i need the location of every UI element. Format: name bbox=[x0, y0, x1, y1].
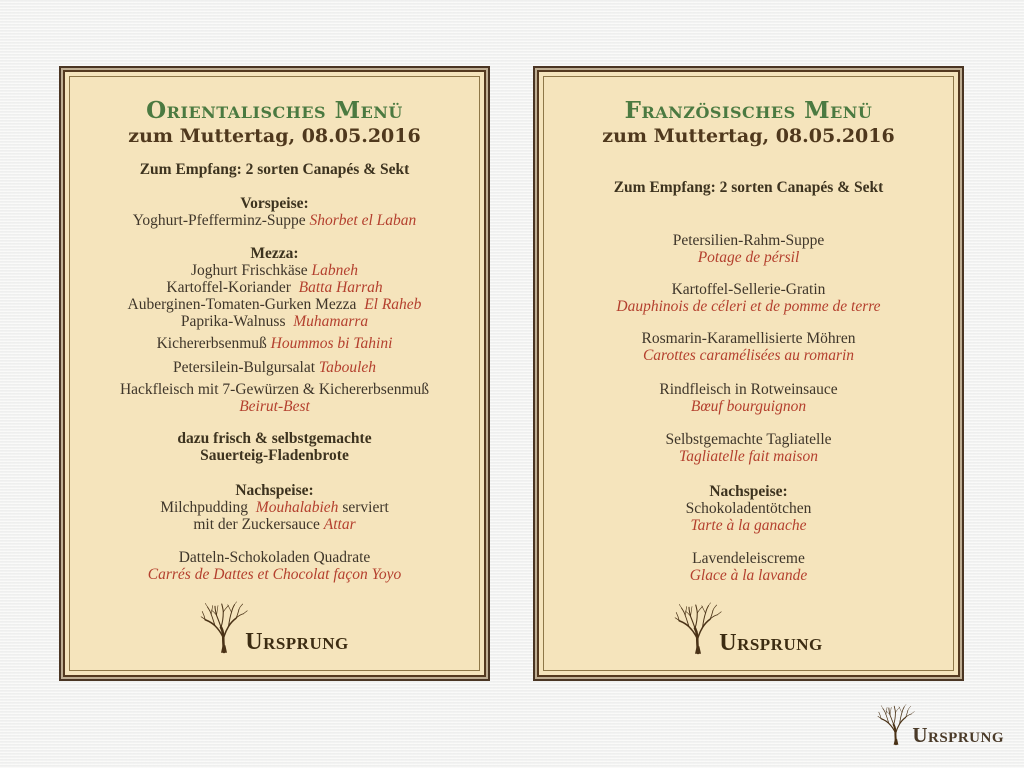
dish-name: Yoghurt-Pfefferminz-Suppe bbox=[132, 212, 310, 229]
menu-section bbox=[70, 245, 479, 330]
dish-foreign-name: Muhamarra bbox=[293, 313, 369, 330]
dish-name: Kichererbsenmuß bbox=[156, 335, 271, 352]
menu-line bbox=[70, 447, 479, 464]
menu-line bbox=[544, 448, 953, 465]
menu-line bbox=[70, 516, 479, 533]
menu-line bbox=[544, 483, 953, 500]
menu-title: Französisches Menü bbox=[624, 97, 873, 124]
menu-line bbox=[544, 381, 953, 398]
card-frame-inner bbox=[69, 76, 480, 671]
menu-section bbox=[70, 335, 479, 352]
dish-name: Petersilien-Rahm-Suppe bbox=[672, 232, 825, 249]
menu-section bbox=[70, 430, 479, 464]
menu-heading: Zum Empfang: 2 sorten Canapés & Sekt bbox=[613, 179, 884, 196]
dish-foreign-name: Attar bbox=[323, 516, 356, 533]
dish-foreign-name: Tarte à la ganache bbox=[690, 517, 807, 534]
card-frame-mid bbox=[537, 70, 960, 677]
menu-line bbox=[544, 179, 953, 196]
menu-line bbox=[70, 482, 479, 499]
menu-line bbox=[544, 330, 953, 347]
menu-line bbox=[70, 262, 479, 279]
menu-subtitle: zum Muttertag, 08.05.2016 bbox=[128, 125, 421, 147]
menu-line bbox=[70, 245, 479, 262]
dish-foreign-name: Glace à la lavande bbox=[689, 567, 808, 584]
bare-tree-icon bbox=[674, 599, 722, 656]
menu-line bbox=[544, 281, 953, 298]
menu-title: Orientalisches Menü bbox=[146, 97, 403, 124]
dish-name: Kartoffel-Koriander bbox=[166, 279, 299, 296]
menu-section bbox=[544, 381, 953, 415]
ursprung-logo bbox=[544, 598, 953, 656]
menu-section bbox=[70, 381, 479, 415]
dish-name: Petersilein-Bulgursalat bbox=[172, 359, 319, 376]
card-frame-mid bbox=[63, 70, 486, 677]
menu-line bbox=[544, 431, 953, 448]
dish-foreign-name: Potage de pérsil bbox=[697, 249, 800, 266]
menu-section bbox=[544, 483, 953, 534]
dish-foreign-name: Dauphinois de céleri et de pomme de terre bbox=[616, 298, 881, 315]
dish-foreign-name: Batta Harrah bbox=[298, 279, 383, 296]
card-frame-inner bbox=[543, 76, 954, 671]
menu-line bbox=[544, 398, 953, 415]
menu-line bbox=[70, 161, 479, 178]
menu-line bbox=[544, 347, 953, 364]
menu-body bbox=[544, 179, 953, 584]
menu-heading: Zum Empfang: 2 sorten Canapés & Sekt bbox=[139, 161, 410, 178]
menu-heading: Vorspeise: bbox=[240, 195, 309, 212]
menu-heading: dazu frisch & selbstgemachte bbox=[177, 430, 372, 447]
menu-body bbox=[70, 161, 479, 583]
brand-wordmark: Ursprung bbox=[245, 629, 349, 655]
menu-section bbox=[544, 550, 953, 584]
menu-section bbox=[544, 431, 953, 465]
menu-line bbox=[70, 566, 479, 583]
dish-foreign-name: Bœuf bourguignon bbox=[690, 398, 807, 415]
menu-heading: Mezza: bbox=[250, 245, 299, 262]
menu-line bbox=[544, 567, 953, 584]
menu-line bbox=[70, 335, 479, 352]
menu-heading: Nachspeise: bbox=[709, 483, 788, 500]
menu-line bbox=[544, 232, 953, 249]
dish-foreign-name: Tabouleh bbox=[318, 359, 377, 376]
dish-name: serviert bbox=[338, 499, 389, 516]
menu-section bbox=[70, 482, 479, 533]
menu-line bbox=[544, 550, 953, 567]
dish-foreign-name: Carrés de Dattes et Chocolat façon Yoyo bbox=[147, 566, 402, 583]
dish-foreign-name: Carottes caramélisées au romarin bbox=[642, 347, 855, 364]
menu-section bbox=[544, 281, 953, 315]
menu-card-french bbox=[533, 66, 964, 681]
dish-name: Rosmarin-Karamellisierte Möhren bbox=[641, 330, 856, 347]
dish-foreign-name: Labneh bbox=[311, 262, 359, 279]
bare-tree-icon bbox=[200, 598, 248, 655]
ursprung-logo bbox=[70, 597, 479, 655]
menu-line bbox=[70, 296, 479, 313]
menu-card-oriental bbox=[59, 66, 490, 681]
menu-line bbox=[70, 313, 479, 330]
dish-name: mit der Zuckersauce bbox=[193, 516, 324, 533]
menu-section bbox=[70, 161, 479, 178]
dish-name: Joghurt Frischkäse bbox=[190, 262, 312, 279]
brand-wordmark: Ursprung bbox=[719, 630, 823, 656]
dish-name: Rindfleisch in Rotweinsauce bbox=[659, 381, 838, 398]
menu-line bbox=[70, 430, 479, 447]
menu-line bbox=[70, 279, 479, 296]
menu-line bbox=[70, 359, 479, 376]
dish-foreign-name: Shorbet el Laban bbox=[309, 212, 417, 229]
dish-foreign-name: Hoummos bi Tahini bbox=[270, 335, 393, 352]
bare-tree-icon bbox=[877, 698, 915, 750]
menu-line bbox=[70, 499, 479, 516]
dish-name: Paprika-Walnuss bbox=[180, 313, 294, 330]
menu-section bbox=[544, 179, 953, 196]
menu-line bbox=[70, 195, 479, 212]
corner-brand-logo bbox=[877, 698, 1004, 750]
menu-line bbox=[544, 517, 953, 534]
dish-name: Lavendeleiscreme bbox=[692, 550, 805, 567]
menu-line bbox=[70, 381, 479, 398]
menu-subtitle: zum Muttertag, 08.05.2016 bbox=[602, 125, 895, 147]
menu-section bbox=[70, 359, 479, 376]
brand-wordmark: Ursprung bbox=[912, 723, 1004, 747]
menu-line bbox=[544, 298, 953, 315]
dish-name: Schokoladentötchen bbox=[685, 500, 812, 517]
menu-section bbox=[70, 549, 479, 583]
menu-section bbox=[544, 232, 953, 266]
dish-name: Datteln-Schokoladen Quadrate bbox=[178, 549, 371, 566]
menu-line bbox=[70, 398, 479, 415]
menu-line bbox=[544, 500, 953, 517]
menu-line bbox=[70, 549, 479, 566]
dish-foreign-name: Beirut-Best bbox=[239, 398, 310, 415]
dish-name: Milchpudding bbox=[160, 499, 256, 516]
menu-heading: Sauerteig-Fladenbrote bbox=[200, 447, 349, 464]
dish-foreign-name: Tagliatelle fait maison bbox=[679, 448, 818, 465]
dish-name: Kartoffel-Sellerie-Gratin bbox=[671, 281, 826, 298]
menu-section bbox=[544, 330, 953, 364]
menu-line bbox=[70, 212, 479, 229]
dish-name: Selbstgemachte Tagliatelle bbox=[665, 431, 832, 448]
dish-foreign-name: El Raheb bbox=[364, 296, 422, 313]
dish-foreign-name: Mouhalabieh bbox=[255, 499, 339, 516]
menu-line bbox=[544, 249, 953, 266]
menu-heading: Nachspeise: bbox=[235, 482, 314, 499]
menu-section bbox=[70, 195, 479, 229]
dish-name: Hackfleisch mit 7-Gewürzen & Kichererbsenmuß bbox=[119, 381, 430, 398]
dish-name: Auberginen-Tomaten-Gurken Mezza bbox=[127, 296, 365, 313]
